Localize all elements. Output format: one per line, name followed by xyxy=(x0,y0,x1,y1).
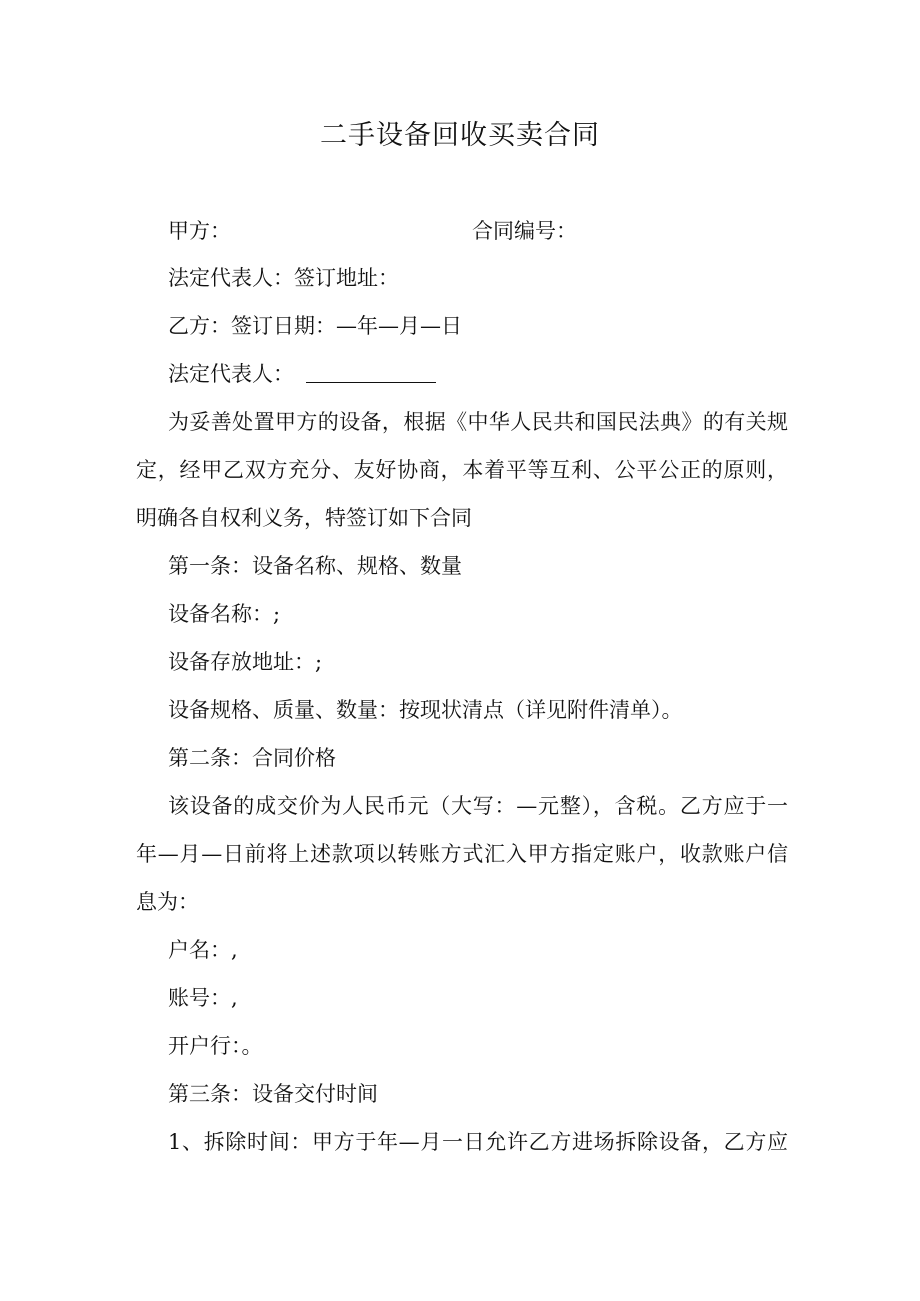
legal-rep-sign-address: 法定代表人：签订地址： xyxy=(168,266,399,290)
party-a-row xyxy=(168,216,728,246)
legal-rep-b-row xyxy=(168,359,436,389)
equipment-storage-address: 设备存放地址：; xyxy=(168,650,323,674)
article-2-body-line-3: 息为： xyxy=(136,890,199,914)
account-number: 账号：, xyxy=(168,986,238,1010)
legal-rep-b-label: 法定代表人： xyxy=(168,362,294,386)
contract-number-label: 合同编号： xyxy=(472,219,577,243)
account-name: 户名：, xyxy=(168,938,238,962)
article-2-body-line-1: 该设备的成交价为人民币元（大写：—元整），含税。乙方应于一 xyxy=(168,794,788,818)
preamble-line-1: 为妥善处置甲方的设备，根据《中华人民共和国民法典》的有关规 xyxy=(168,410,788,434)
article-3-item-1: 1、拆除时间：甲方于年—月一日允许乙方进场拆除设备，乙方应 xyxy=(168,1130,788,1154)
equipment-spec: 设备规格、质量、数量：按现状清点（详见附件清单）。 xyxy=(168,698,683,722)
article-3-heading: 第三条：设备交付时间 xyxy=(168,1082,378,1106)
preamble-line-3: 明确各自权利义务，特签订如下合同 xyxy=(136,506,472,530)
preamble-line-2: 定，经甲乙双方充分、友好协商，本着平等互利、公平公正的原则， xyxy=(136,458,788,482)
article-2-body-line-2: 年—月—日前将上述款项以转账方式汇入甲方指定账户，收款账户信 xyxy=(136,842,788,866)
party-b-sign-date: 乙方：签订日期：—年—月—日 xyxy=(168,314,462,338)
equipment-name: 设备名称：; xyxy=(168,602,281,626)
article-2-heading: 第二条：合同价格 xyxy=(168,746,336,770)
document-title: 二手设备回收买卖合同 xyxy=(320,120,600,151)
signature-blank-line xyxy=(306,360,436,383)
article-1-heading: 第一条：设备名称、规格、数量 xyxy=(168,554,462,578)
opening-bank: 开户行：。 xyxy=(168,1034,263,1058)
party-a-label: 甲方： xyxy=(168,219,231,243)
